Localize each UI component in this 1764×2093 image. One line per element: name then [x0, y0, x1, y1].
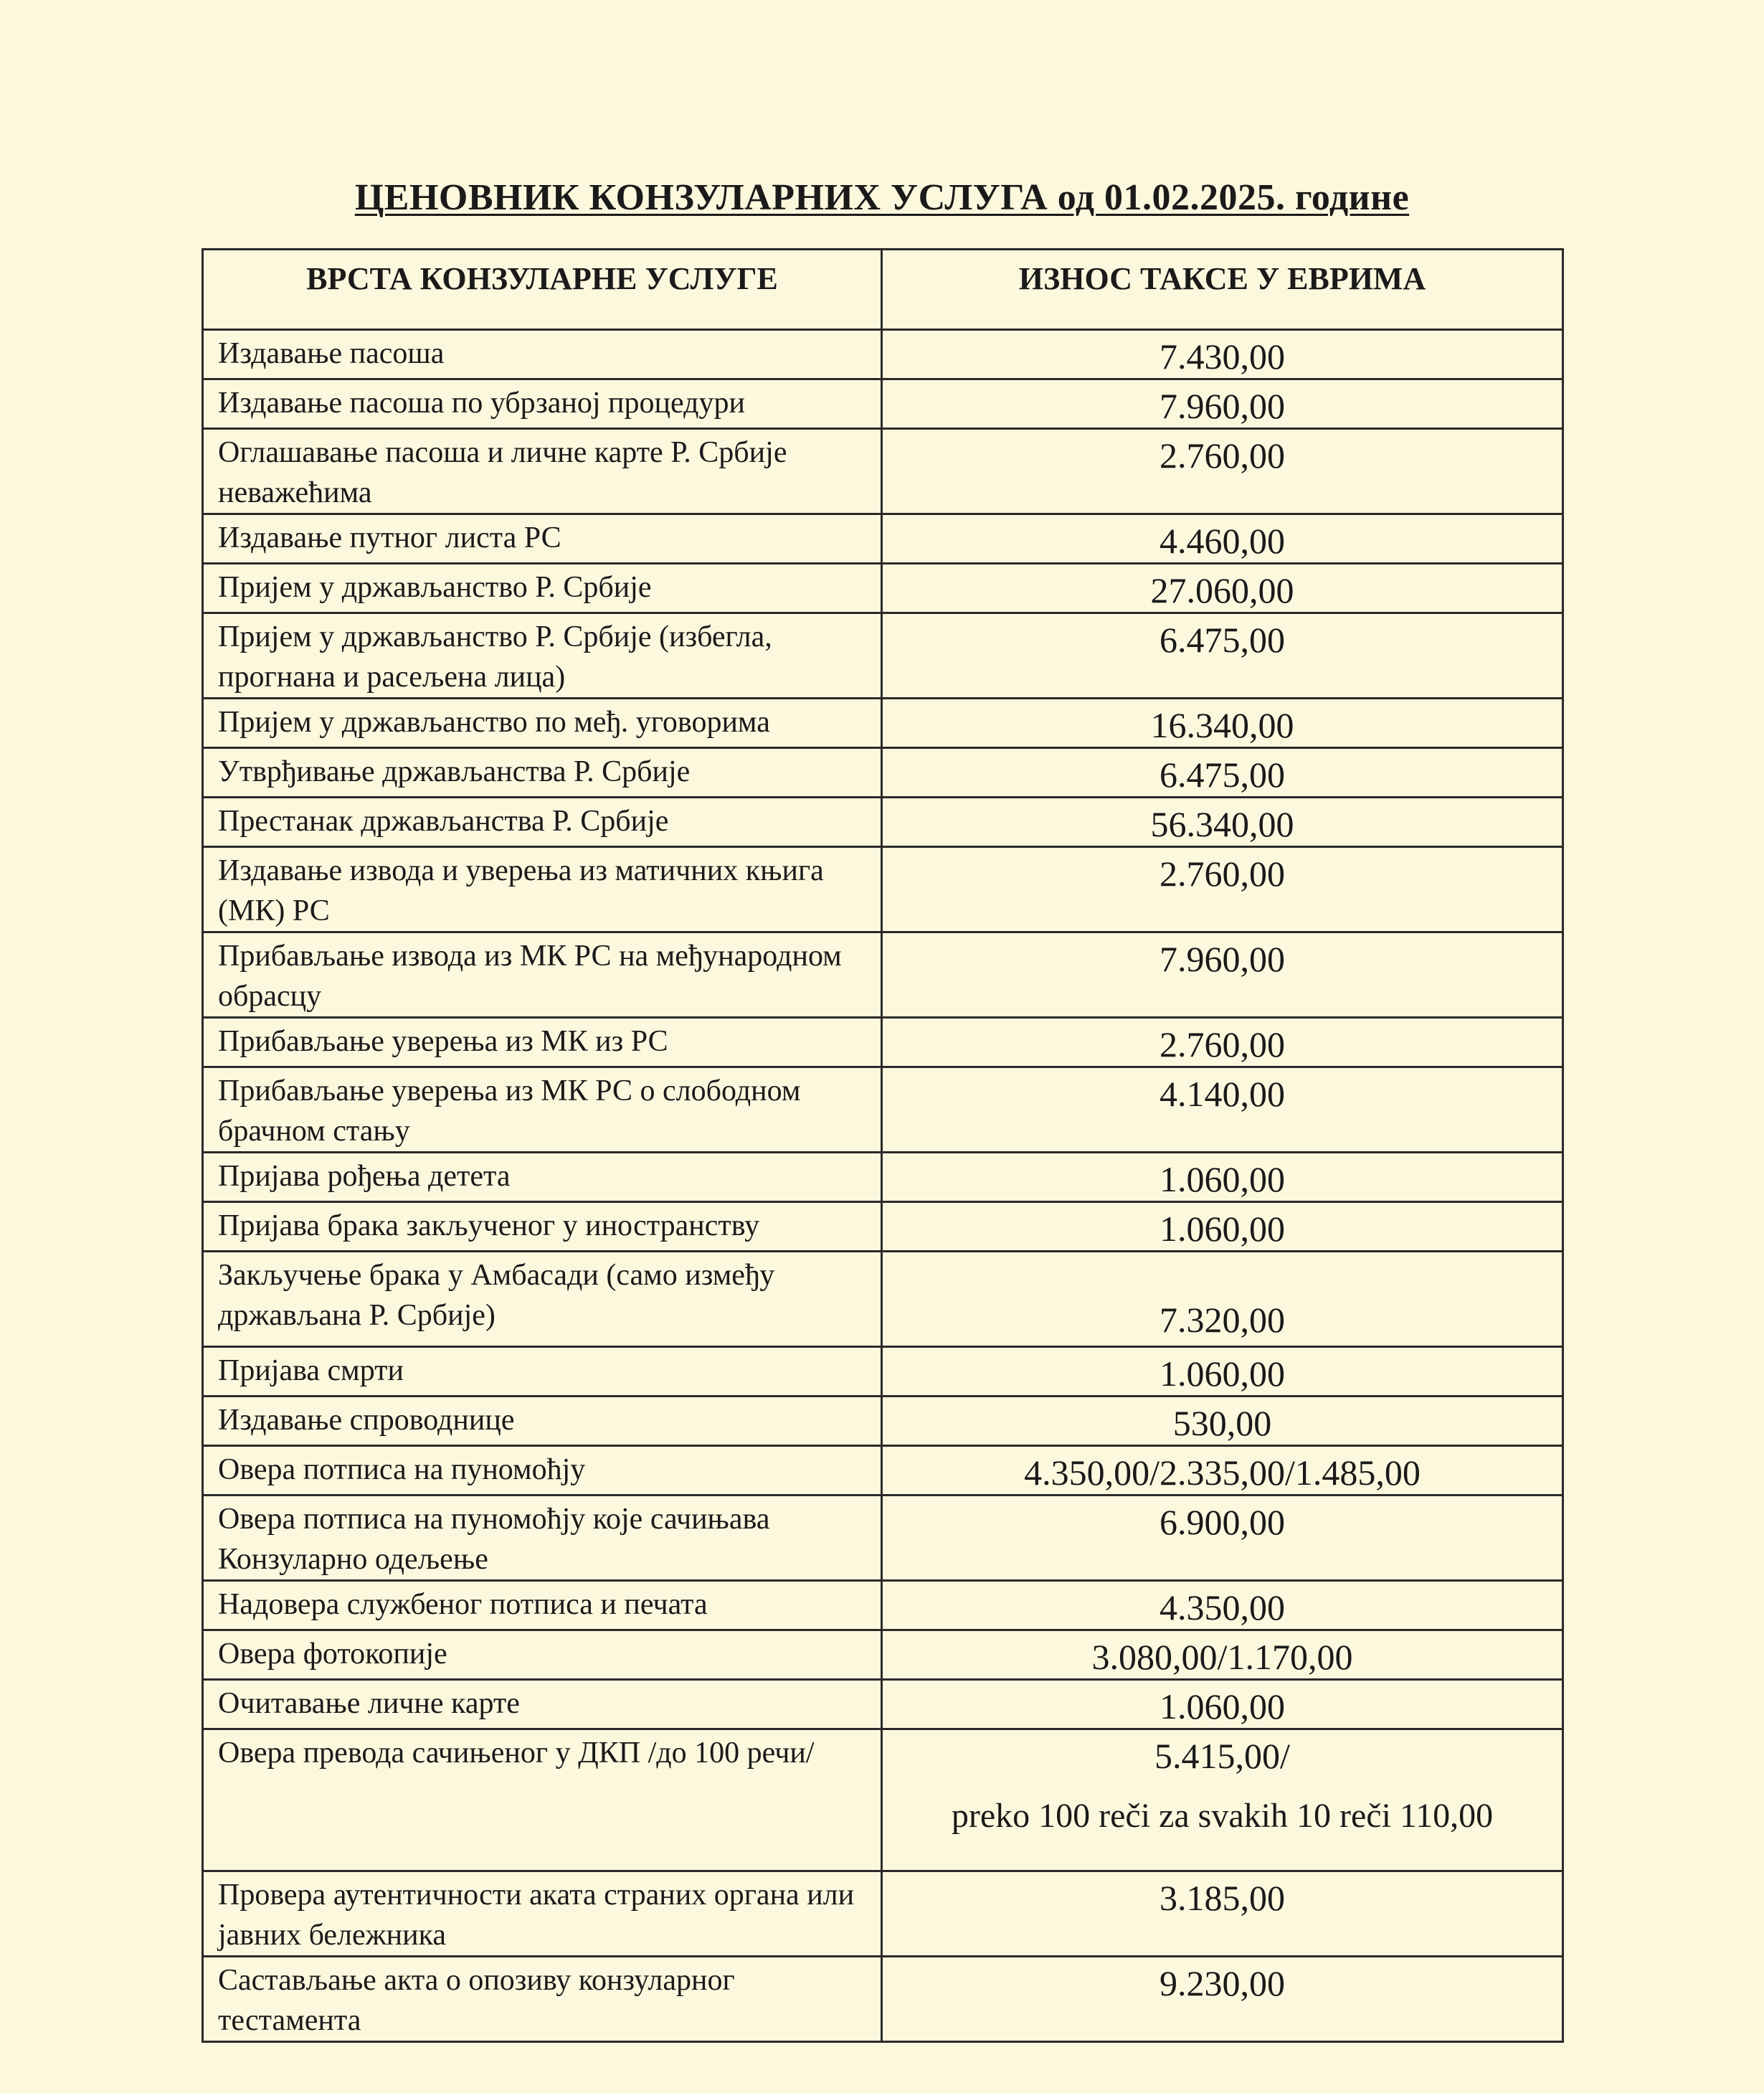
table-row	[203, 1397, 1563, 1446]
fee-cell: 7.430,00	[882, 330, 1563, 379]
service-cell: Састављање акта о опозиву конзуларног тестамента	[203, 1957, 882, 2042]
fee-line-2: preko 100 reči za svakih 10 reči 110,00	[951, 1797, 1494, 1835]
fee-cell: 9.230,00	[882, 1957, 1563, 2042]
service-cell: Издавање путног листа РС	[203, 514, 882, 564]
service-cell: Пријава брака закљученог у иностранству	[203, 1202, 882, 1252]
fee-cell: 56.340,00	[882, 798, 1563, 847]
fee-cell: 7.960,00	[882, 379, 1563, 429]
fee-cell: 1.060,00	[882, 1153, 1563, 1202]
table-row	[203, 330, 1563, 379]
service-cell: Пријава рођења детета	[203, 1153, 882, 1202]
table-row	[203, 1680, 1563, 1729]
fee-cell: 16.340,00	[882, 699, 1563, 748]
table-row	[203, 932, 1563, 1018]
fee-table	[201, 248, 1564, 2043]
table-row	[203, 798, 1563, 847]
service-cell: Издавање спроводнице	[203, 1397, 882, 1446]
service-cell: Провера аутентичности аката страних органа или јавних бележника	[203, 1871, 882, 1957]
table-row	[203, 1446, 1563, 1496]
service-cell: Пријава смрти	[203, 1347, 882, 1397]
table-row	[203, 564, 1563, 613]
table-row	[203, 748, 1563, 798]
fee-cell: 2.760,00	[882, 1018, 1563, 1067]
fee-cell: 1.060,00	[882, 1202, 1563, 1252]
table-row	[203, 379, 1563, 429]
fee-line-1: 5.415,00/	[1154, 1736, 1290, 1776]
table-header-row	[203, 250, 1563, 330]
table-row	[203, 1871, 1563, 1957]
table-row	[203, 1957, 1563, 2042]
service-cell: Издавање пасоша по убрзаној процедури	[203, 379, 882, 429]
header-fee: ИЗНОС ТАКСЕ У ЕВРИМА	[882, 250, 1563, 330]
service-cell: Престанак држављанства Р. Србије	[203, 798, 882, 847]
fee-cell: 3.080,00/1.170,00	[882, 1630, 1563, 1680]
fee-cell: 1.060,00	[882, 1680, 1563, 1729]
fee-cell: 6.475,00	[882, 748, 1563, 798]
service-cell: Овера потписа на пуномоћју	[203, 1446, 882, 1496]
table-row	[203, 1153, 1563, 1202]
service-cell: Овера потписа на пуномоћју које сачињава Конзуларно одељење	[203, 1496, 882, 1581]
table-row	[203, 1018, 1563, 1067]
fee-cell: 6.475,00	[882, 613, 1563, 699]
service-cell: Овера превода сачињеног у ДКП /до 100 речи/	[203, 1729, 882, 1871]
table-row	[203, 429, 1563, 514]
page-title: ЦЕНОВНИК КОНЗУЛАРНИХ УСЛУГА од 01.02.2025. године	[354, 177, 1410, 218]
fee-cell: 2.760,00	[882, 847, 1563, 932]
service-cell: Прибављање извода из МК РС на међународном обрасцу	[203, 932, 882, 1018]
fee-cell: 4.350,00	[882, 1581, 1563, 1630]
fee-cell: 3.185,00	[882, 1871, 1563, 1957]
header-service: ВРСТА КОНЗУЛАРНЕ УСЛУГЕ	[203, 250, 882, 330]
fee-cell: 4.350,00/2.335,00/1.485,00	[882, 1446, 1563, 1496]
table-row	[203, 1067, 1563, 1153]
service-cell: Издавање пасоша	[203, 330, 882, 379]
fee-cell: 530,00	[882, 1397, 1563, 1446]
table-row	[203, 1581, 1563, 1630]
service-cell: Оглашавање пасоша и личне карте Р. Србије неважећима	[203, 429, 882, 514]
service-cell: Очитавање личне карте	[203, 1680, 882, 1729]
service-cell: Пријем у држављанство Р. Србије (избегла, прогнана и расељена лица)	[203, 613, 882, 699]
fee-cell: 6.900,00	[882, 1496, 1563, 1581]
service-cell: Прибављање уверења из МК РС о слободном брачном стању	[203, 1067, 882, 1153]
table-row	[203, 847, 1563, 932]
service-cell: Пријем у држављанство Р. Србије	[203, 564, 882, 613]
service-cell: Утврђивање држављанства Р. Србије	[203, 748, 882, 798]
service-cell: Издавање извода и уверења из матичних књига (МК) РС	[203, 847, 882, 932]
table-row	[203, 1496, 1563, 1581]
service-cell: Надовера службеног потписа и печата	[203, 1581, 882, 1630]
service-cell: Пријем у држављанство по међ. уговорима	[203, 699, 882, 748]
table-row	[203, 1252, 1563, 1347]
table-row	[203, 514, 1563, 564]
fee-cell: 7.960,00	[882, 932, 1563, 1018]
table-row	[203, 1347, 1563, 1397]
table-row	[203, 1630, 1563, 1680]
table-row	[203, 613, 1563, 699]
fee-cell: 7.320,00	[882, 1252, 1563, 1347]
service-cell: Прибављање уверења из МК из РС	[203, 1018, 882, 1067]
fee-cell	[882, 1729, 1563, 1871]
service-cell: Овера фотокопије	[203, 1630, 882, 1680]
table-row	[203, 1729, 1563, 1871]
fee-cell: 4.460,00	[882, 514, 1563, 564]
fee-cell: 2.760,00	[882, 429, 1563, 514]
fee-cell: 1.060,00	[882, 1347, 1563, 1397]
table-row	[203, 1202, 1563, 1252]
fee-cell: 27.060,00	[882, 564, 1563, 613]
table-row	[203, 699, 1563, 748]
fee-cell: 4.140,00	[882, 1067, 1563, 1153]
service-cell: Закључење брака у Амбасади (само између држављана Р. Србије)	[203, 1252, 882, 1347]
